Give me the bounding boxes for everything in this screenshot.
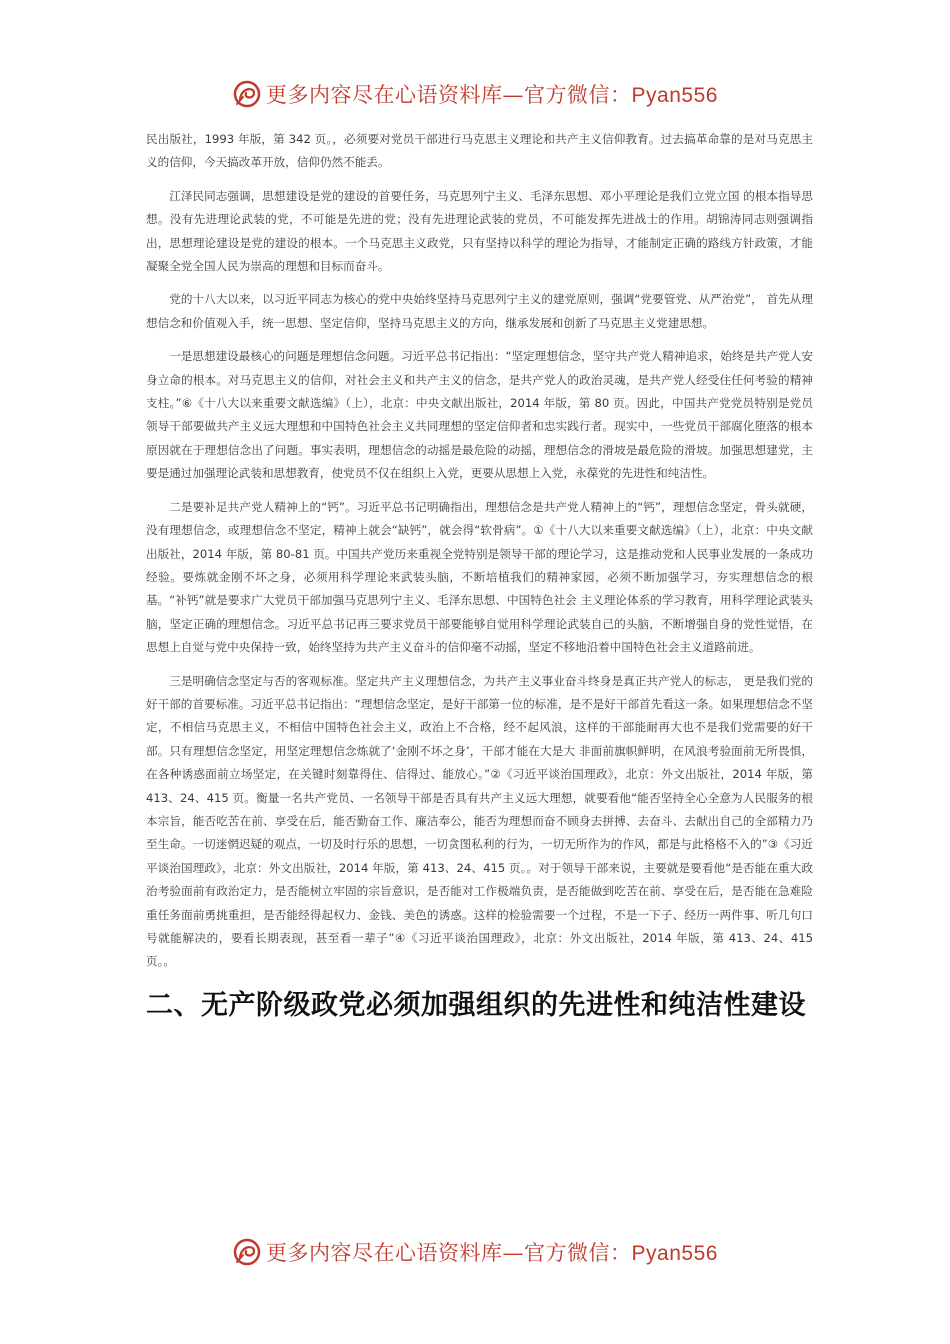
wechat-id: Pyan556 bbox=[631, 84, 718, 107]
paragraph-2: 江泽民同志强调，思想建设是党的建设的首要任务，马克思列宁主义、毛泽东思想、邓小平理论是我们立党立国 的根本指导思想。没有先进理论武装的党，不可能是先进的党；没有先进理论武装的党员，不可能发挥先进战士的作用。胡锦涛同志则强调指出，思想理论建设是党的建设的根本。一个马克思主义政党，只有坚持以科学的理论为指导，才能制定正确的路线方针政策，才能凝聚全党全国人民为崇高的理想和目标而奋斗。 bbox=[146, 188, 813, 274]
header-banner bbox=[0, 74, 950, 114]
paragraph-1: 民出版社，1993 年版，第 342 页。，必须要对党员干部进行马克思主义理论和共产主义信仰教育。过去搞革命靠的是对马克思主义的信仰，今天搞改革开放，信仰仍然不能丢。 bbox=[146, 132, 813, 170]
paragraph-6: 三是明确信念坚定与否的客观标准。坚定共产主义理想信念，为共产主义事业奋斗终身是真正共产党人的标志， 更是我们党的好干部的首要标准。习近平总书记指出：“理想信念坚定，是好干部第一位的标准，是不是好干部首先看这一条。如果理想信念不坚定，不相信马克思主义，不相信中国特色社会主义，政治上不合格，经不起风浪，这样的干部能耐再大也不是我们党需要的好干部。只有理想信念坚定，用坚定理想信念炼就了‘金刚不坏之身’，干部才能在大是大 非面前旗帜鲜明，在风浪考验面前无所畏惧，在各种诱惑面前立场坚定，在关键时刻靠得住、信得过、能放心。”②《习近平谈治国理政》，北京：外文出版社，2014 年版，第 413、24、415 页。衡量一名共产党员、一名领导干部是否具有共产主义远大理想，就要看他“能否坚持全心全意为人民服务的根本宗旨，能否吃苦在前、享受在后，能否勤奋工作、廉洁奉公，能否为理想而奋不顾身去拼搏、去奋斗、去献出自己的全部精力乃至生命。一切迷惘迟疑的观点，一切及时行乐的思想，一切贪图私利的行为，一切无所作为的作风，都是与此格格不入的”③《习近平谈治国理政》，北京：外文出版社，2014 年版，第 413、24、415 页。。对于领导干部来说，主要就是要看他“是否能在重大政治考验面前有政治定力，是否能树立牢固的宗旨意识，是否能对工作极端负责，是否能做到吃苦在前、享受在后，是否能在急难险重任务面前勇挑重担，是否能经得起权力、金钱、美色的诱惑。这样的检验需要一个过程，不是一下子、经历一两件事、听几句口号就能解决的，要看长期表现，甚至看一辈子”④《习近平谈治国理政》，北京：外文出版社，2014 年版，第 413、24、415 页。。 bbox=[146, 673, 813, 969]
logo-icon bbox=[232, 79, 262, 109]
banner-text bbox=[266, 79, 718, 109]
banner-label: 更多内容尽在心语资料库—官方微信： bbox=[266, 1241, 632, 1265]
paragraph-3: 党的十八大以来，以习近平同志为核心的党中央始终坚持马克思列宁主义的建党原则，强调“党要管党、从严治党”， 首先从理想信念和价值观入手，统一思想、坚定信仰，坚持马克思主义的方向，继承发展和创新了马克思主义党建思想。 bbox=[146, 292, 813, 330]
footer-banner bbox=[0, 1232, 950, 1272]
logo-icon bbox=[232, 1237, 262, 1267]
paragraph-5: 二是要补足共产党人精神上的“钙”。习近平总书记明确指出，理想信念是共产党人精神上的“钙”，理想信念坚定，骨头就硬，没有理想信念，或理想信念不坚定，精神上就会“缺钙”，就会得“软骨病”。①《十八大以来重要文献选编》（上），北京：中央文献出版社，2014 年版，第 80-81 页。中国共产党历来重视全党特别是领导干部的理论学习，这是推动党和人民事业发展的一条成功经验。要炼就金刚不坏之身，必须用科学理论来武装头脑，不断培植我们的精神家园，必须不断加强学习，夯实理想信念的根基。“补钙”就是要求广大党员干部加强马克思列宁主义、毛泽东思想、中国特色社会 主义理论体系的学习教育，用科学理论武装头脑，坚定正确的理想信念。习近平总书记再三要求党员干部要能够自觉用科学理论武装自己的头脑，不断增强自身的党性觉悟，在思想上自觉与党中央保持一致，始终坚持为共产主义奋斗的信仰毫不动摇，坚定不移地沿着中国特色社会主义道路前进。 bbox=[146, 499, 813, 655]
paragraph-4: 一是思想建设最核心的问题是理想信念问题。习近平总书记指出：“坚定理想信念，坚守共产党人精神追求，始终是共产党人安身立命的根本。对马克思主义的信仰，对社会主义和共产主义的信念，是共产党人的政治灵魂，是共产党人经受住任何考验的精神支柱。”⑥《十八大以来重要文献选编》（上），北京：中央文献出版社，2014 年版，第 80 页。因此，中国共产党党员特别是党员领导干部要做共产主义远大理想和中国特色社会主义共同理想的坚定信仰者和忠实践行者。现实中，一些党员干部腐化堕落的根本原因就在于理想信念出了问题。事实表明，理想信念的动摇是最危险的动摇，理想信念的滑坡是最危险的滑坡。加强思想建党，主要是通过加强理论武装和思想教育，使党员不仅在组织上入党，更要从思想上入党，永葆党的先进性和纯洁性。 bbox=[146, 349, 813, 481]
banner-label: 更多内容尽在心语资料库—官方微信： bbox=[266, 83, 632, 107]
wechat-id: Pyan556 bbox=[631, 1242, 718, 1265]
banner-text bbox=[266, 1237, 718, 1267]
section-heading: 二、无产阶级政党必须加强组织的先进性和纯洁性建设 bbox=[146, 989, 806, 1021]
document-body bbox=[146, 128, 813, 1028]
